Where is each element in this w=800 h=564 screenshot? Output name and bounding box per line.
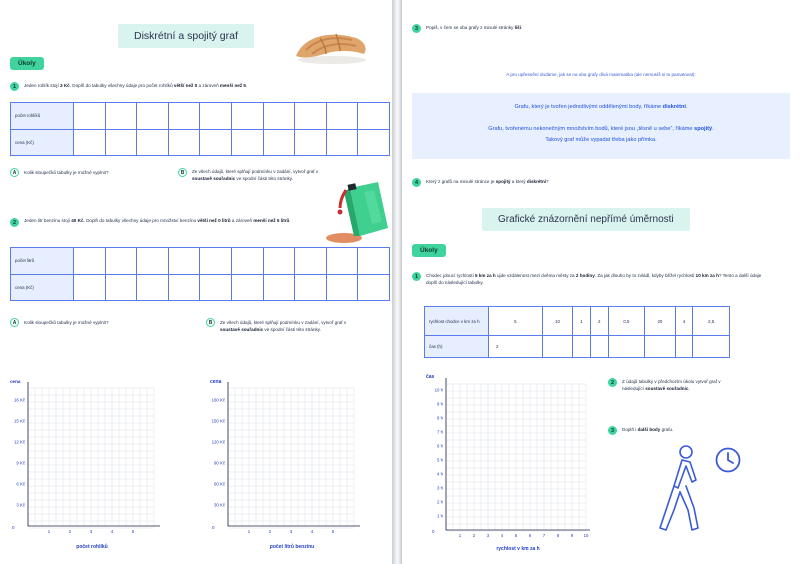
y-tick-label: 8 h [437, 415, 443, 421]
y-tick-label: 10 h [434, 387, 443, 393]
time-cell[interactable] [608, 336, 645, 358]
table-cell[interactable] [105, 129, 137, 156]
table-cell[interactable] [295, 103, 327, 130]
y-tick-label: 30 Kč [214, 502, 225, 508]
task-6-text: Z údajů tabulky v předchozím úkolu vytvoř graf v následující soustavě souřadnic. [622, 379, 721, 391]
x-tick-label: 5 [331, 529, 335, 534]
x-tick-label: 4 [110, 529, 114, 534]
graph-speed-time [420, 370, 590, 556]
table-row [11, 274, 390, 301]
subtask-letter-badge: A [10, 318, 19, 327]
definition-continuous: Grafu, tvořenému nekonečným množstvím bodů, které jsou „těsně u sebe“, říkáme spojitý. [488, 126, 714, 132]
table-cell[interactable] [137, 248, 169, 275]
y-tick-label: 3 Kč [16, 502, 25, 508]
origin-label: 0 [12, 525, 15, 530]
table-cell[interactable] [263, 274, 295, 301]
note-text: A pro upřesnění dodáme, jak se na oba grafy dívá matematika (ale nemusíš si to pamatovat): [506, 72, 696, 77]
croissant-illustration [290, 26, 372, 66]
section-title: Grafické znázornění nepřímé úměrnosti [482, 208, 690, 231]
y-tick-labels [14, 398, 26, 508]
task-1-text: Jeden rohlík stojí 3 Kč. Doplň do tabulky všechny údaje pro počet rohlíků větší než 0 a zároveň menší než 5. [24, 83, 248, 88]
left-page [0, 0, 392, 564]
table-cell[interactable] [231, 274, 263, 301]
subtask-text: Kolik sloupečků tabulky je možné vyplnit? [24, 170, 109, 175]
y-tick-label: 6 Kč [16, 481, 25, 487]
subtask-text: Kolik sloupečků tabulky je možné vyplnit? [24, 320, 109, 325]
x-tick-label: 3 [486, 533, 490, 538]
x-tick-label: 2 [68, 529, 72, 534]
table-cell[interactable] [105, 274, 137, 301]
book-spine [392, 0, 402, 564]
row-header: čas (h) [425, 336, 489, 358]
fuel-price-table [10, 247, 390, 301]
table-cell[interactable] [200, 248, 232, 275]
y-tick-label: 12 Kč [14, 439, 25, 445]
table-cell[interactable] [263, 129, 295, 156]
table-cell[interactable] [137, 274, 169, 301]
y-tick-label: 2 h [437, 499, 443, 505]
table-cell[interactable] [231, 248, 263, 275]
x-tick-label: 1 [458, 533, 462, 538]
x-tick-label: 1 [247, 529, 251, 534]
table-row [11, 129, 390, 156]
subtask-text: Ze všech údajů, které splňují podmínku v zadání, vytvoř graf v soustavě souřadnic ve spodní části této stránky. [220, 320, 347, 332]
table-cell[interactable] [358, 129, 390, 156]
x-tick-label: 4 [500, 533, 504, 538]
y-tick-label: 4 h [437, 471, 443, 477]
x-tick-label: 1 [47, 529, 51, 534]
table-cell[interactable] [295, 129, 327, 156]
tasks-tag: Úkoly [10, 57, 44, 70]
table-cell[interactable] [200, 274, 232, 301]
x-tick-label: 10 [583, 533, 589, 538]
task-number-badge: 3 [608, 426, 617, 435]
row-header: cena (Kč) [11, 129, 74, 156]
subtask-letter-badge: A [10, 168, 19, 177]
time-cell[interactable] [573, 336, 591, 358]
clock-icon [714, 446, 742, 474]
table-cell[interactable] [168, 274, 200, 301]
table-cell[interactable] [168, 129, 200, 156]
y-axis-label: cena [210, 379, 222, 385]
speed-cell: 10 [542, 307, 572, 336]
table-cell[interactable] [74, 129, 106, 156]
table-cell[interactable] [200, 103, 232, 130]
table-cell[interactable] [263, 103, 295, 130]
y-tick-label: 7 h [437, 429, 443, 435]
time-cell[interactable]: 2 [489, 336, 543, 358]
table-cell[interactable] [358, 248, 390, 275]
speed-cell: 1 [573, 307, 591, 336]
subtask-letter-badge: B [178, 168, 187, 177]
table-cell[interactable] [326, 248, 358, 275]
table-cell[interactable] [358, 274, 390, 301]
fuel-can-illustration [322, 178, 392, 246]
task-number-badge: 2 [10, 218, 19, 227]
time-cell[interactable] [590, 336, 608, 358]
row-header: rychlost chodce v km za h [425, 307, 489, 336]
task-3-text: Popiš, v čem se oba grafy z minulé stránky liší. [426, 25, 523, 30]
y-tick-label: 5 h [437, 457, 443, 463]
x-tick-label: 4 [310, 529, 314, 534]
table-cell[interactable] [74, 248, 106, 275]
table-row [11, 103, 390, 130]
speed-cell: 2,5 [693, 307, 730, 336]
subtask-text: Ze všech údajů, které splňují podmínku v zadání, vytvoř graf v soustavě souřadnic ve spodní části této stránky. [192, 169, 319, 181]
x-tick-labels [48, 529, 135, 534]
x-tick-label: 5 [514, 533, 518, 538]
table-cell[interactable] [295, 274, 327, 301]
table-cell[interactable] [358, 103, 390, 130]
time-cell[interactable] [542, 336, 572, 358]
task-number-badge: 2 [608, 378, 617, 387]
task-2-text: Jeden litr benzínu stojí 40 Kč. Doplň do tabulky všechny údaje pro množství benzínu větší než 0 litrů a zároveň menší než 5 litrů. [24, 218, 291, 223]
speed-time-table [424, 306, 730, 358]
x-tick-labels [248, 529, 335, 534]
x-tick-label: 2 [472, 533, 476, 538]
table-cell[interactable] [200, 129, 232, 156]
task-number-badge: 1 [412, 272, 421, 281]
origin-label: 0 [432, 529, 435, 534]
y-tick-label: 9 Kč [16, 460, 25, 466]
time-cell[interactable] [693, 336, 730, 358]
table-cell[interactable] [74, 103, 106, 130]
coordinate-grid [228, 382, 360, 528]
page-title: Diskrétní a spojitý graf [118, 24, 254, 48]
y-tick-label: 150 Kč [211, 418, 225, 424]
table-cell[interactable] [295, 248, 327, 275]
x-tick-label: 6 [528, 533, 532, 538]
speed-cell: 5 [489, 307, 543, 336]
table-cell[interactable] [326, 129, 358, 156]
y-tick-label: 9 h [437, 401, 443, 407]
task-number-badge: 4 [412, 178, 421, 187]
speed-cell: 4 [675, 307, 693, 336]
table-cell[interactable] [168, 248, 200, 275]
table-cell[interactable] [105, 248, 137, 275]
tasks-tag: Úkoly [412, 244, 446, 257]
x-axis-label: počet rohlíků [76, 544, 108, 550]
y-tick-label: 120 Kč [211, 439, 225, 445]
y-tick-label: 6 h [437, 443, 443, 449]
table-cell[interactable] [105, 103, 137, 130]
row-header: počet litrů [11, 248, 74, 275]
y-axis-label: cena [10, 379, 21, 384]
graph-bread [6, 374, 166, 554]
speed-cell: 2 [590, 307, 608, 336]
definition-box [412, 93, 790, 159]
table-cell[interactable] [326, 274, 358, 301]
task-7-text: Doplň i další body grafu. [622, 427, 674, 432]
origin-label: 0 [212, 525, 215, 530]
y-tick-label: 60 Kč [214, 481, 225, 487]
speed-cell: 20 [645, 307, 675, 336]
row-header: počet rohlíků [11, 103, 74, 130]
task-number-badge: 3 [412, 24, 421, 33]
x-tick-label: 9 [570, 533, 574, 538]
y-tick-label: 160 Kč [211, 397, 225, 403]
table-cell[interactable] [326, 103, 358, 130]
graph-fuel [200, 374, 360, 554]
x-tick-label: 5 [131, 529, 135, 534]
table-cell[interactable] [231, 129, 263, 156]
y-tick-labels [212, 398, 226, 508]
table-row [11, 248, 390, 275]
x-tick-label: 7 [542, 533, 546, 538]
y-tick-label: 3 h [437, 485, 443, 491]
table-cell[interactable] [137, 129, 169, 156]
task-5-text: Chodec jdoucí rychlostí 5 km za h ujde vzdálenost mezi dvěma městy za 2 hodiny. Za jak dlouho by to zvládl, kdyby běžel rychlostí 10 km za h? Tento a další údaje doplň do následující tabulky. [426, 273, 762, 285]
x-tick-label: 3 [289, 529, 293, 534]
walking-person-icon [648, 440, 718, 536]
time-cell[interactable] [675, 336, 693, 358]
time-cell[interactable] [645, 336, 675, 358]
x-tick-labels [459, 533, 589, 538]
subtask-letter-badge: B [206, 318, 215, 327]
table-cell[interactable] [231, 103, 263, 130]
bread-price-table [10, 102, 390, 156]
y-tick-label: 15 Kč [14, 418, 25, 424]
speed-cell: 0,5 [608, 307, 645, 336]
y-tick-label: 1 h [437, 513, 443, 519]
y-tick-label: 16 Kč [14, 397, 25, 403]
y-tick-labels [435, 388, 444, 519]
table-row [425, 307, 730, 336]
x-tick-label: 8 [556, 533, 560, 538]
table-cell[interactable] [168, 103, 200, 130]
table-row [425, 336, 730, 358]
x-axis-label: počet litrů benzínu [269, 544, 315, 550]
table-cell[interactable] [74, 274, 106, 301]
task-4-text: Který z grafů na minulé stránce je spojitý a který diskrétní? [426, 179, 549, 184]
x-axis-label: rychlost v km za h [496, 546, 540, 552]
coordinate-grid [28, 382, 160, 528]
x-tick-label: 3 [89, 529, 93, 534]
y-tick-label: 90 Kč [214, 460, 225, 466]
definition-discrete: Grafu, který je tvořen jednotlivými oddělenými body, říkáme diskrétní. [514, 104, 688, 110]
x-tick-label: 2 [268, 529, 272, 534]
coordinate-grid [446, 378, 590, 531]
table-cell[interactable] [137, 103, 169, 130]
row-header: cena (Kč) [11, 274, 74, 301]
table-cell[interactable] [263, 248, 295, 275]
task-number-badge: 1 [10, 82, 19, 91]
definition-continuous-note: Takový graf může vypadat třeba jako přímka. [545, 137, 657, 143]
y-axis-label: čas [426, 374, 435, 380]
right-page [402, 0, 800, 564]
